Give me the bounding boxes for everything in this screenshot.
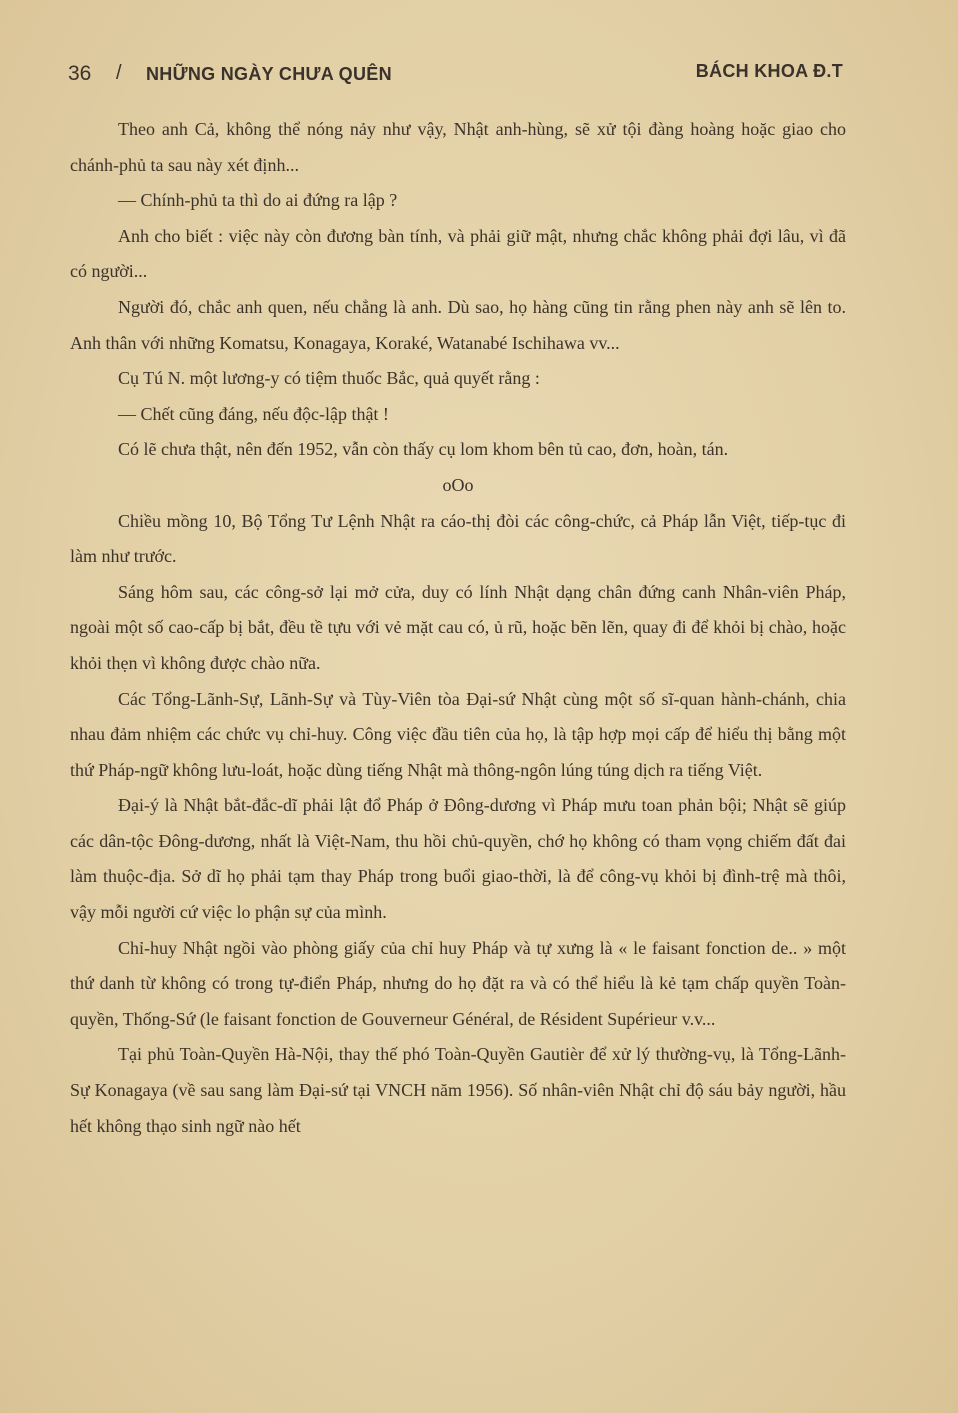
body-text bbox=[70, 112, 846, 1144]
book-title: NHỮNG NGÀY CHƯA QUÊN bbox=[146, 64, 392, 84]
paragraph: — Chết cũng đáng, nếu độc-lập thật ! bbox=[118, 403, 389, 424]
paragraph: Người đó, chắc anh quen, nếu chẳng là anh. Dù sao, họ hàng cũng tin rằng phen này anh sẽ lên to. Anh thân với những Komatsu, Konagaya, Koraké, Watanabé Ischihawa vv... bbox=[70, 296, 846, 353]
journal-name: BÁCH KHOA Đ.T bbox=[695, 61, 843, 81]
paragraph: Theo anh Cả, không thể nóng nảy như vậy, Nhật anh-hùng, sẽ xử tội đàng hoàng hoặc giao cho chánh-phủ ta sau này xét định... bbox=[70, 119, 846, 175]
paragraph: — Chính-phủ ta thì do ai đứng ra lập ? bbox=[118, 190, 398, 211]
paragraph: Đại-ý là Nhật bắt-đắc-dĩ phải lật đổ Pháp ở Đông-dương vì Pháp mưu toan phản bội; Nhật sẽ giúp các dân-tộc Đông-dương, nhất là Việt-Nam, thu hồi chủ-quyền, chớ họ không có tham vọng chiếm đất đai làm thuộc-địa. Sở dĩ họ phải tạm thay Pháp trong buổi giao-thời, là để công-vụ khỏi bị đình-trệ mà thôi, vậy mỗi người cứ việc lo phận sự của mình. bbox=[70, 795, 846, 923]
paragraph: Chỉ-huy Nhật ngồi vào phòng giấy của chỉ huy Pháp và tự xưng là « le faisant fonction de.. » một thứ danh từ không có trong tự-điển Pháp, nhưng do họ đặt ra và có thể hiểu là kẻ tạm chấp quyền Toàn-quyền, Thống-Sứ (le faisant fonction de Gouverneur Général, de Résident Supérieur v.v... bbox=[70, 937, 846, 1029]
paragraph: Chiều mồng 10, Bộ Tổng Tư Lệnh Nhật ra cáo-thị đòi các công-chức, cả Pháp lẫn Việt, tiếp-tục đi làm như trước. bbox=[70, 510, 846, 567]
page-number: 36 bbox=[68, 62, 92, 85]
paragraph: Có lẽ chưa thật, nên đến 1952, vẫn còn thấy cụ lom khom bên tủ cao, đơn, hoàn, tán. bbox=[118, 439, 729, 460]
paragraph: Cụ Tú N. một lương-y có tiệm thuốc Bắc, quả quyết rằng : bbox=[118, 368, 540, 389]
paragraph: Anh cho biết : việc này còn đương bàn tính, và phải giữ mật, nhưng chắc không phải đợi lâu, vì đã có người... bbox=[70, 225, 846, 282]
page-header bbox=[68, 58, 843, 92]
paragraph: Các Tổng-Lãnh-Sự, Lãnh-Sự và Tùy-Viên tòa Đại-sứ Nhật cùng một số sĩ-quan hành-chánh, chia nhau đảm nhiệm các chức vụ chỉ-huy. Công việc đầu tiên của họ, là tập hợp mọi cấp để hiểu thị bằng một thứ Pháp-ngữ không lưu-loát, hoặc dùng tiếng Nhật mà thông-ngôn lúng túng dịch ra tiếng Việt. bbox=[70, 688, 846, 780]
paragraph: Sáng hôm sau, các công-sở lại mở cửa, duy có lính Nhật dạng chân đứng canh Nhân-viên Pháp, ngoài một số cao-cấp bị bắt, đều tề tựu với vẻ mặt cau có, ủ rũ, hoặc bẽn lẽn, quay đi để khỏi bị chào, hoặc khỏi thẹn vì không được chào nữa. bbox=[70, 581, 846, 673]
header-separator: / bbox=[116, 62, 122, 84]
section-divider: oOo bbox=[442, 474, 474, 495]
paragraph: Tại phủ Toàn-Quyền Hà-Nội, thay thế phó Toàn-Quyền Gautièr để xử lý thường-vụ, là Tổng-Lãnh-Sự Konagaya (về sau sang làm Đại-sứ tại VNCH năm 1956). Số nhân-viên Nhật chỉ độ sáu bảy người, hầu hết không thạo sinh ngữ nào hết bbox=[70, 1044, 846, 1136]
